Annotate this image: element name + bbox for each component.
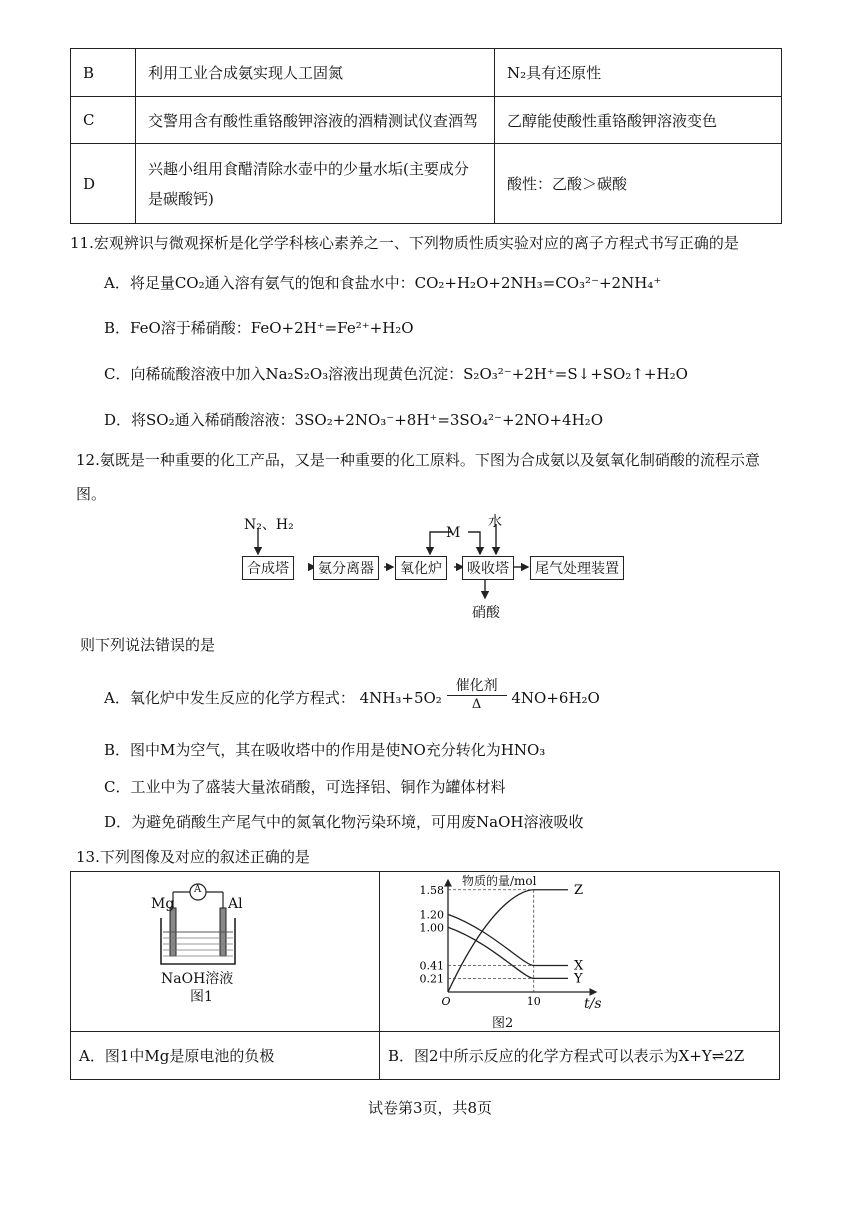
figure-2-caption: 图2 [492, 1016, 514, 1031]
equation-left: 4NH₃+5O₂ [359, 689, 442, 707]
flow-water-label: 水 [488, 514, 502, 530]
options-row [71, 1032, 780, 1080]
row-reason: N₂具有还原性 [495, 49, 782, 97]
figure-2-chart [408, 876, 608, 1011]
q11-option-c: C．向稀硫酸溶液中加入Na₂S₂O₃溶液出现黄色沉淀：S₂O₃²⁻+2H⁺=S↓+SO₂↑+H₂O [104, 365, 688, 383]
table-row [71, 49, 782, 97]
al-electrode-label: Al [228, 896, 243, 912]
q12-option-d: D．为避免硝酸生产尾气中的氮氧化物污染环境，可用废NaOH溶液吸收 [104, 813, 584, 831]
y-tick-label: 1.58 [419, 883, 444, 897]
series-line-z [448, 890, 568, 992]
row-label: C [71, 97, 136, 144]
row-label: B [71, 49, 136, 97]
question-12-ask: 则下列说法错误的是 [80, 636, 216, 654]
figures-row [71, 872, 780, 1032]
question-11-stem: 11.宏观辨识与微观探析是化学学科核心素养之一、下列物质性质实验对应的离子方程式书写正确的是 [70, 234, 739, 252]
q13-option-b: B．图2中所示反应的化学方程式可以表示为X+Y⇌2Z [380, 1032, 780, 1080]
series-line-y [448, 927, 568, 978]
catalyst-label: 催化剂 [455, 678, 498, 694]
series-label: X [574, 958, 584, 974]
y-tick-label: 1.20 [419, 908, 444, 922]
question-12-stem-cont: 图。 [76, 485, 107, 503]
flow-box-synthesis: 合成塔 [242, 556, 294, 580]
figure-1-cell [71, 872, 380, 1032]
row-description: 利用工业合成氨实现人工固氮 [136, 49, 495, 97]
flow-input-label: N₂、H₂ [244, 517, 294, 533]
question-12-stem: 12.氨既是一种重要的化工产品，又是一种重要的化工原料。下图为合成氨以及氨氧化制硝酸的流程示意 [76, 451, 760, 469]
row-label: D [71, 144, 136, 224]
option-text: A．氧化炉中发生反应的化学方程式： [104, 689, 355, 707]
q12-option-b: B．图中M为空气，其在吸收塔中的作用是使NO充分转化为HNO₃ [104, 741, 546, 759]
flow-box-tailgas: 尾气处理装置 [530, 556, 624, 580]
y-tick-label: 1.00 [419, 921, 444, 935]
y-tick-label: 0.41 [419, 959, 444, 973]
q12-option-a [104, 678, 600, 716]
figures-table [70, 871, 780, 1080]
options-table [70, 48, 782, 224]
page-footer: 试卷第3页，共8页 [367, 1099, 493, 1117]
q11-option-b: B．FeO溶于稀硝酸：FeO+2H⁺=Fe²⁺+H₂O [104, 319, 414, 337]
table-row [71, 97, 782, 144]
reaction-arrow [447, 695, 507, 696]
flow-box-oxidizer: 氧化炉 [395, 556, 447, 580]
equation-right: 4NO+6H₂O [511, 689, 600, 707]
origin-label: O [441, 995, 451, 1008]
solution-label: NaOH溶液 [161, 971, 234, 987]
q11-option-a: A．将足量CO₂通入溶有氨气的饱和食盐水中：CO₂+H₂O+2NH₃=CO₃²⁻+2NH₄⁺ [104, 274, 662, 292]
q13-option-a: A．图1中Mg是原电池的负极 [71, 1032, 380, 1080]
flow-product-label: 硝酸 [472, 605, 500, 621]
flow-box-separator: 氨分离器 [313, 556, 379, 580]
y-tick-label: 0.21 [419, 972, 444, 986]
q12-option-c: C．工业中为了盛装大量浓硝酸，可选择铝、铜作为罐体材料 [104, 778, 506, 796]
row-reason: 酸性：乙酸＞碳酸 [495, 144, 782, 224]
q11-option-d: D．将SO₂通入稀硝酸溶液：3SO₂+2NO₃⁻+8H⁺=3SO₄²⁻+2NO+4H₂O [104, 411, 603, 429]
row-reason: 乙醇能使酸性重铬酸钾溶液变色 [495, 97, 782, 144]
row-description [136, 144, 495, 224]
flow-m-label: M [446, 525, 461, 541]
table-row [71, 144, 782, 224]
figure-1-caption: 图1 [190, 989, 213, 1005]
desc-line: 兴趣小组用食醋清除水壶中的少量水垢(主要成分 [148, 159, 469, 178]
row-description: 交警用含有酸性重铬酸钾溶液的酒精测试仪查酒驾 [136, 97, 495, 144]
x-tick-label: 10 [526, 995, 541, 1008]
flow-box-absorber: 吸收塔 [462, 556, 514, 580]
chart-y-label: 物质的量/mol [462, 874, 537, 888]
series-label: Z [574, 882, 584, 898]
mg-electrode-label: Mg [151, 896, 175, 912]
ammeter-icon: A [194, 884, 202, 895]
reaction-condition [447, 678, 507, 712]
heat-label: Δ [471, 697, 482, 712]
chart-x-label: t/s [584, 996, 602, 1012]
desc-line: 是碳酸钙) [148, 189, 214, 208]
figure-2-cell [380, 872, 780, 1032]
question-13-stem: 13.下列图像及对应的叙述正确的是 [76, 848, 310, 866]
series-label: Y [574, 971, 583, 987]
